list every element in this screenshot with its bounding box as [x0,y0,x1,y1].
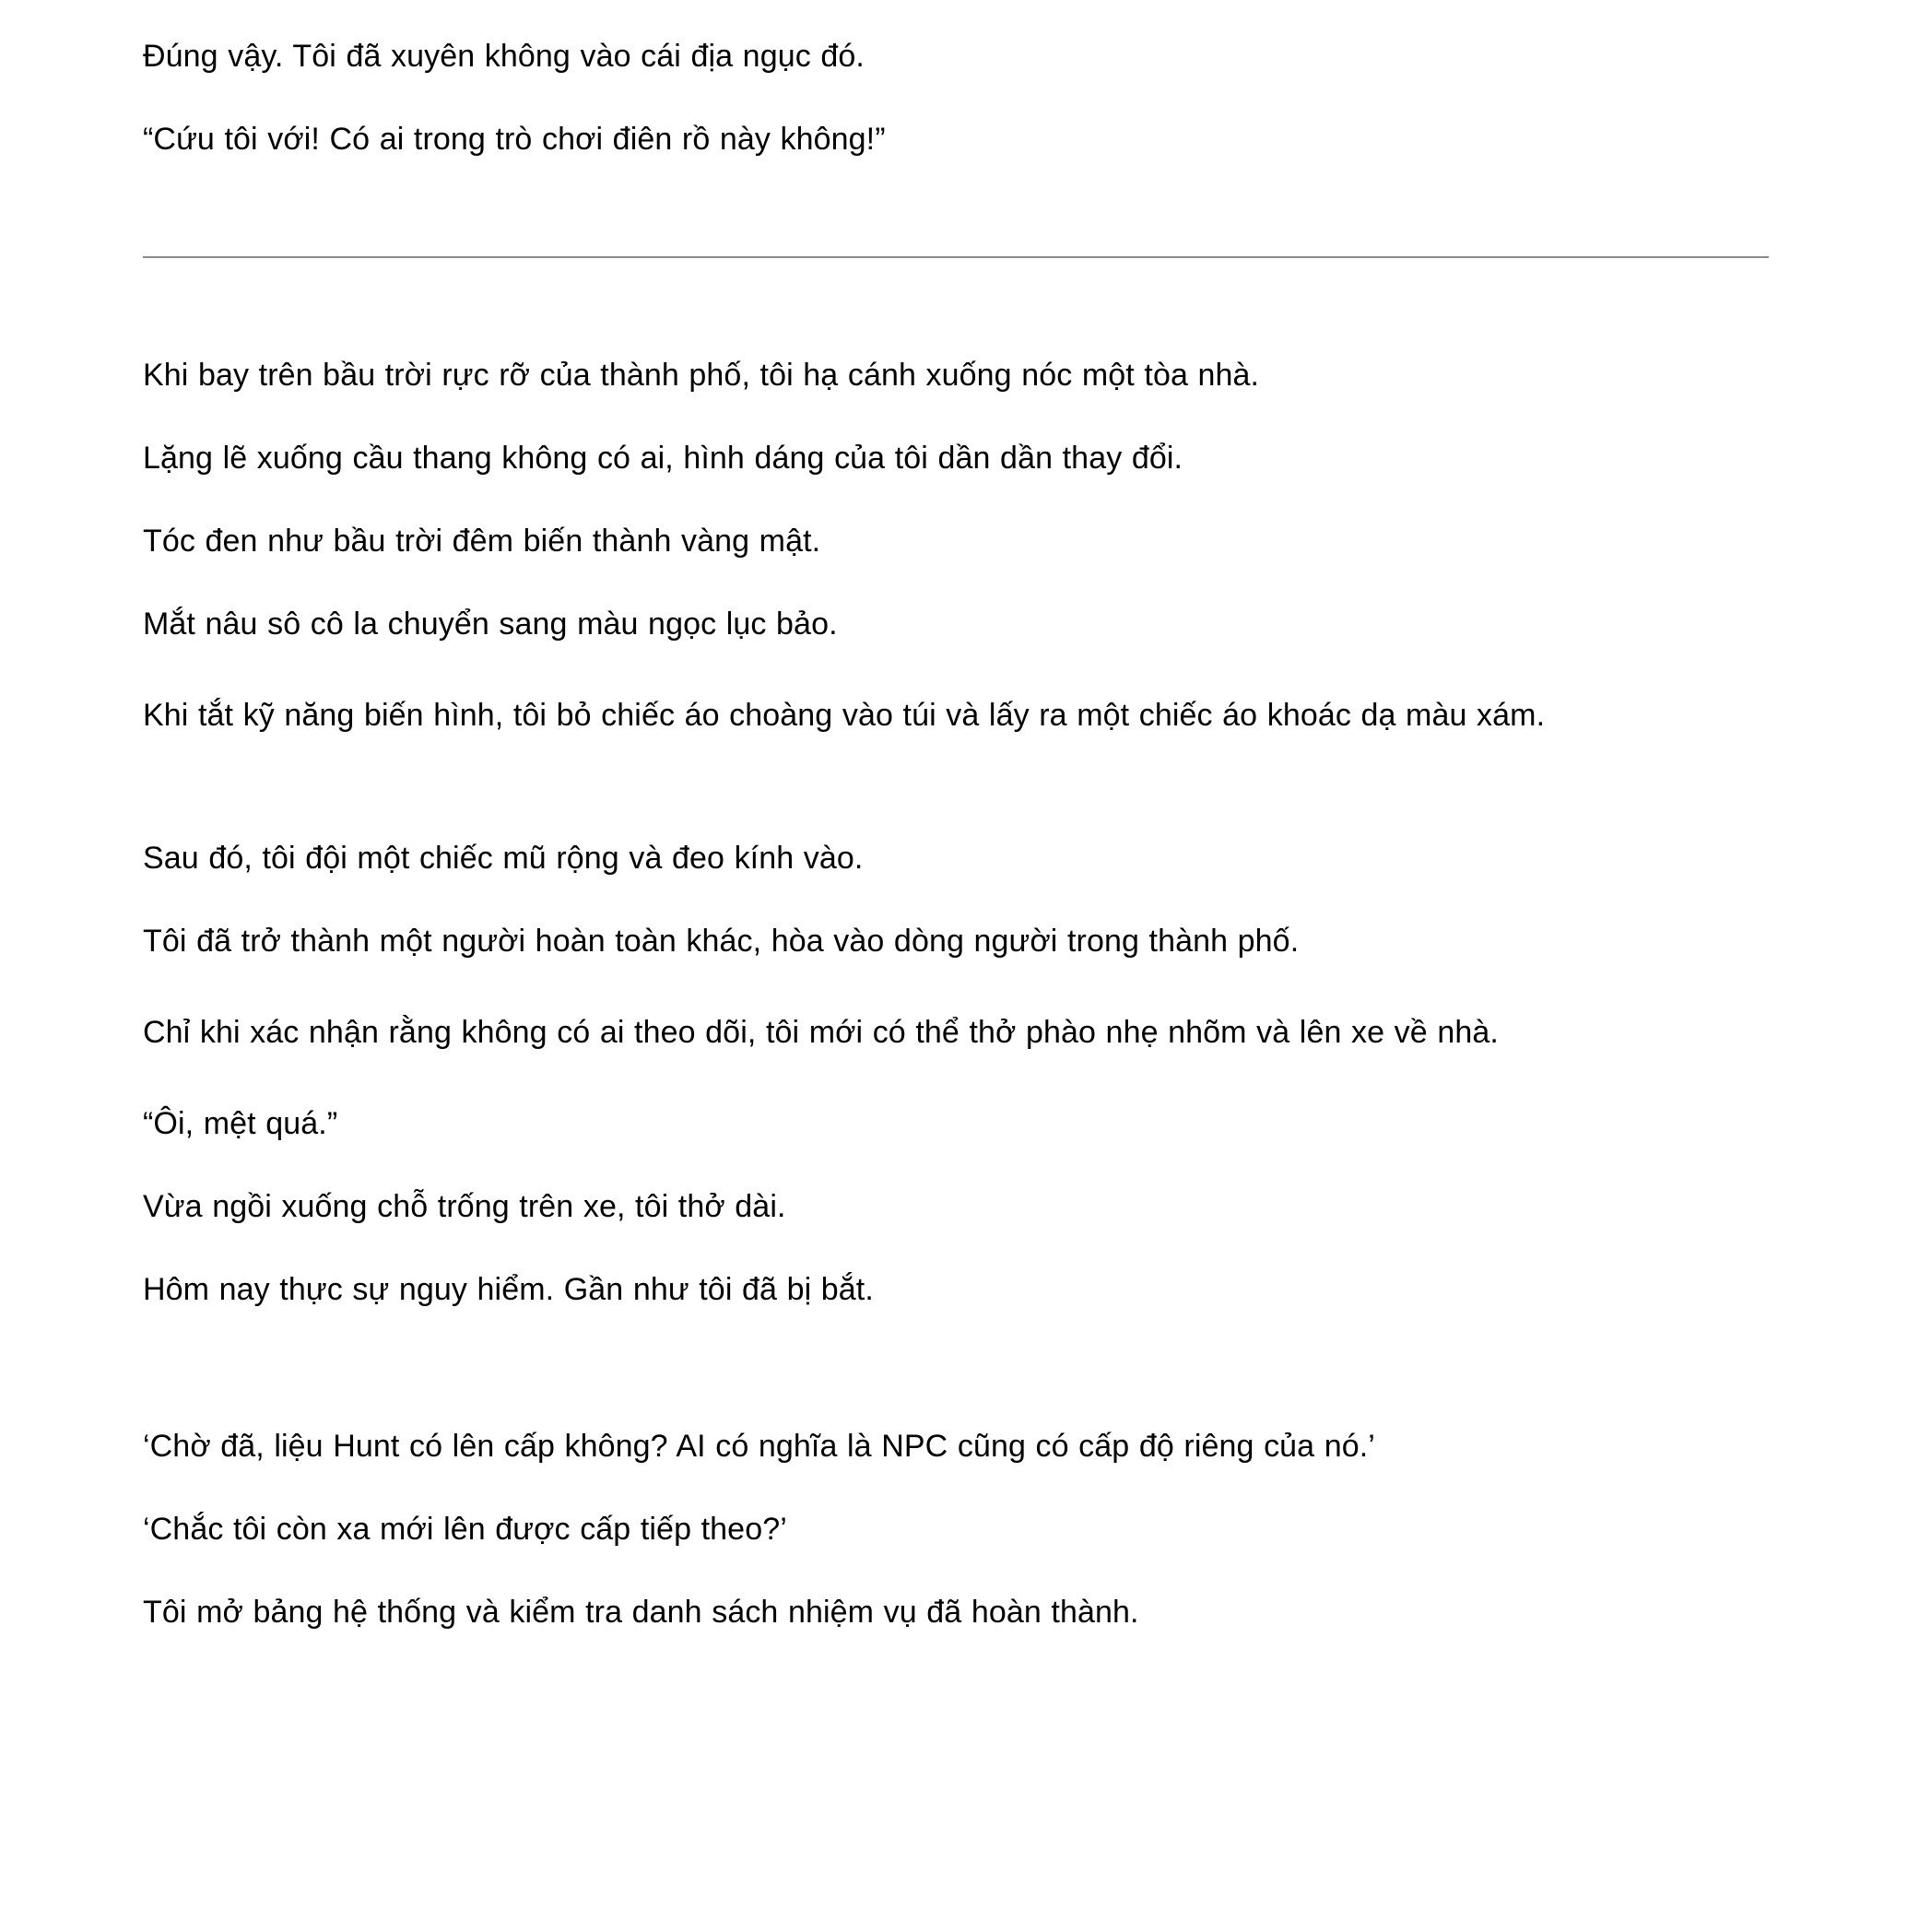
paragraph-line: “Cứu tôi với! Có ai trong trò chơi điên rồ này không!” [143,122,886,157]
paragraph-line: Khi bay trên bầu trời rực rỡ của thành phố, tôi hạ cánh xuống nóc một tòa nhà. [143,358,1260,393]
paragraph-line: Hôm nay thực sự nguy hiểm. Gần như tôi đã bị bắt. [143,1272,874,1307]
paragraph-line: Sau đó, tôi đội một chiếc mũ rộng và đeo kính vào. [143,841,864,876]
paragraph-line: “Ôi, mệt quá.” [143,1106,338,1141]
paragraph-line: ‘Chờ đã, liệu Hunt có lên cấp không? AI có nghĩa là NPC cũng có cấp độ riêng của nó.’ [143,1429,1375,1464]
top-spacer [143,0,1793,15]
paragraph-line: Tôi mở bảng hệ thống và kiểm tra danh sách nhiệm vụ đã hoàn thành. [143,1595,1139,1630]
paragraph-line: Đúng vậy. Tôi đã xuyên không vào cái địa ngục đó. [143,39,865,74]
body-block-2 [143,817,1793,1331]
intro-block [143,15,1793,181]
section-divider-container [143,181,1793,334]
paragraph-line: Lặng lẽ xuống cầu thang không có ai, hình dáng của tôi dần dần thay đổi. [143,441,1183,476]
paragraph-line: Tôi đã trở thành một người hoàn toàn khác, hòa vào dòng người trong thành phố. [143,924,1300,959]
paragraph-line: Mắt nâu sô cô la chuyển sang màu ngọc lục bảo. [143,607,838,642]
body-block-1 [143,334,1793,765]
paragraph-line: Tóc đen như bầu trời đêm biến thành vàng mật. [143,524,821,559]
chapter-content [143,0,1793,1654]
block-gap [143,1331,1793,1405]
paragraph-line-wrapped: Chỉ khi xác nhận rằng không có ai theo dõi, tôi mới có thể thở phào nhẹ nhõm và lên xe về nhà. [143,1015,1499,1050]
block-gap [143,765,1793,817]
paragraph-line: Vừa ngồi xuống chỗ trống trên xe, tôi thở dài. [143,1189,786,1224]
body-block-3 [143,1405,1793,1654]
paragraph-line: ‘Chắc tôi còn xa mới lên được cấp tiếp theo?’ [143,1512,787,1547]
section-divider [143,256,1769,258]
paragraph-line-wrapped: Khi tắt kỹ năng biến hình, tôi bỏ chiếc áo choàng vào túi và lấy ra một chiếc áo khoác dạ màu xám. [143,698,1546,733]
